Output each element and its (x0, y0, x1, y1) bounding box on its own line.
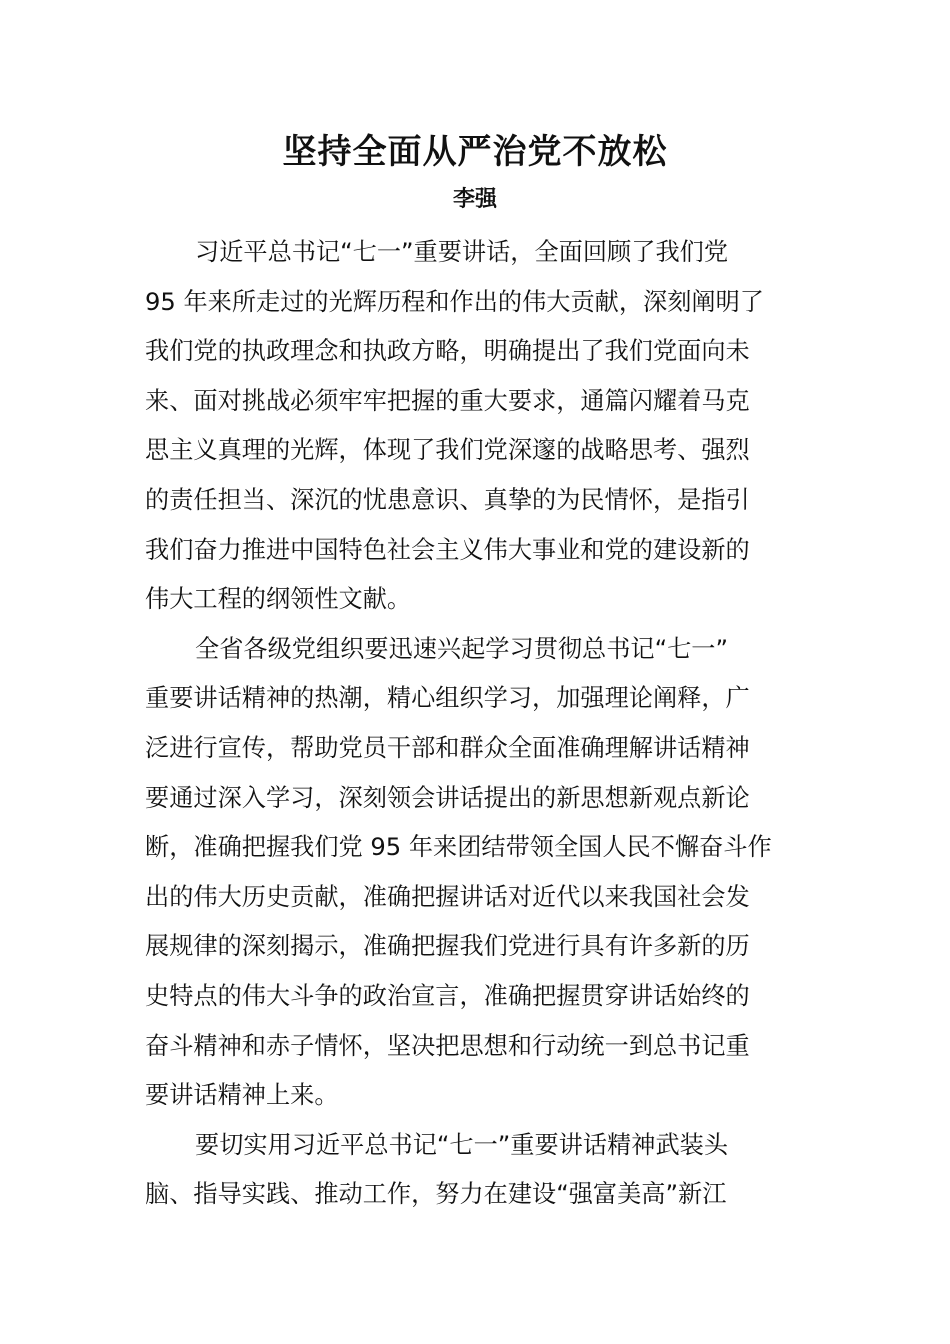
paragraph-line: 来、面对挑战必须牢牢把握的重大要求，通篇闪耀着马克 (145, 386, 750, 415)
paragraph-line: 要通过深入学习，深刻领会讲话提出的新思想新观点新论 (145, 783, 750, 812)
paragraph-line: 的责任担当、深沉的忧患意识、真挚的为民情怀，是指引 (145, 485, 750, 514)
paragraph-line: 脑、指导实践、推动工作，努力在建设“强富美高”新江 (145, 1180, 727, 1209)
document-body (145, 228, 807, 1220)
paragraph-line: 泛进行宣传，帮助党员干部和群众全面准确理解讲话精神 (145, 733, 750, 762)
author-name: 李强 (452, 187, 497, 212)
paragraph-line: 思主义真理的光辉，体现了我们党深邃的战略思考、强烈 (145, 436, 750, 465)
paragraph-line: 要切实用习近平总书记“七一”重要讲话精神武装头 (195, 1130, 729, 1159)
paragraph-line: 我们党的执政理念和执政方略，明确提出了我们党面向未 (145, 337, 750, 366)
paragraph-line: 出的伟大历史贡献，准确把握讲话对近代以来我国社会发 (145, 882, 750, 911)
paragraph-line: 伟大工程的纲领性文献。 (145, 585, 412, 614)
paragraph-line: 重要讲话精神的热潮，精心组织学习，加强理论阐释，广 (145, 684, 750, 713)
paragraph-line: 我们奋力推进中国特色社会主义伟大事业和党的建设新的 (145, 535, 750, 564)
paragraph-line: 要讲话精神上来。 (145, 1081, 339, 1110)
paragraph-line: 习近平总书记“七一”重要讲话，全面回顾了我们党 (195, 238, 729, 266)
paragraph-line: 断，准确把握我们党 95 年来团结带领全国人民不懈奋斗作 (145, 833, 772, 862)
document-title: 坚持全面从严治党不放松 (282, 132, 668, 172)
paragraph-line: 奋斗精神和赤子情怀，坚决把思想和行动统一到总书记重 (145, 1031, 750, 1060)
paragraph-line: 全省各级党组织要迅速兴起学习贯彻总书记“七一” (195, 634, 729, 663)
paragraph-line: 95 年来所走过的光辉历程和作出的伟大贡献，深刻阐明了 (145, 287, 764, 316)
paragraph-line: 史特点的伟大斗争的政治宣言，准确把握贯穿讲话始终的 (145, 981, 750, 1010)
paragraph-line: 展规律的深刻揭示，准确把握我们党进行具有许多新的历 (145, 932, 750, 961)
